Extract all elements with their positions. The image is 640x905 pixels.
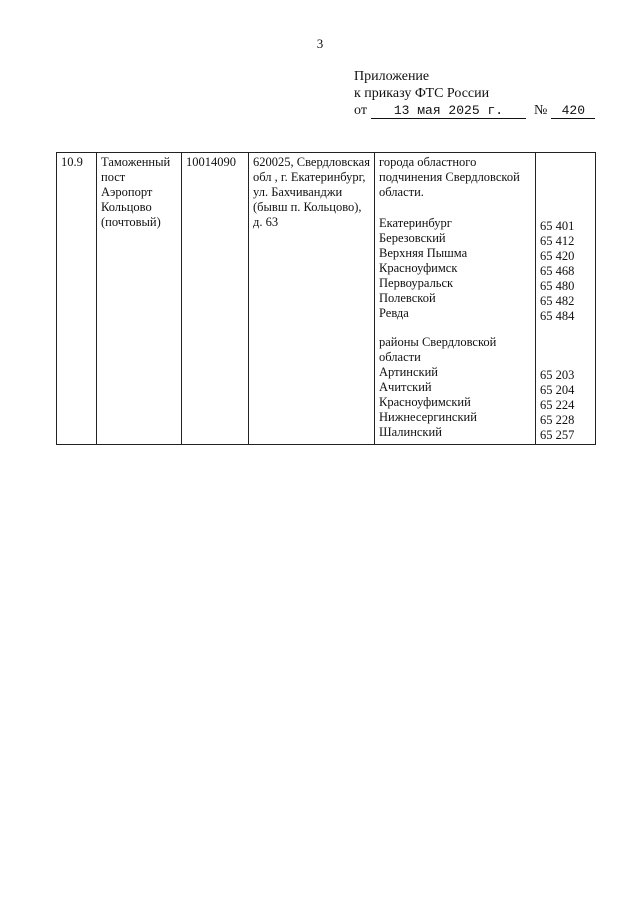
city-code: 65 482	[540, 293, 575, 308]
row-index: 10.9	[57, 153, 97, 445]
district-code: 65 257	[540, 427, 575, 442]
appendix-header	[354, 68, 595, 119]
district-code: 65 228	[540, 412, 575, 427]
order-date: 13 мая 2025 г.	[371, 103, 526, 119]
district-code: 65 203	[540, 367, 575, 382]
cities-heading: города областного подчинения Свердловской области.	[379, 155, 520, 199]
city-code: 65 412	[540, 233, 575, 248]
appendix-order-line: к приказу ФТС России	[354, 86, 490, 101]
date-prefix: от	[354, 103, 367, 118]
customs-post-table	[56, 152, 596, 445]
district-name: Красноуфимский	[379, 395, 471, 409]
city-code: 65 480	[540, 278, 575, 293]
number-label: №	[533, 103, 548, 118]
district-code: 65 204	[540, 382, 575, 397]
post-address: 620025, Свердловская обл , г. Екатеринбург, ул. Бахчиванджи (бывш п. Кольцово), д. 63	[249, 153, 375, 445]
city-name: Березовский	[379, 231, 446, 245]
district-name: Шалинский	[379, 425, 442, 439]
appendix-date-line	[354, 102, 595, 119]
city-code: 65 468	[540, 263, 575, 278]
district-code: 65 224	[540, 397, 575, 412]
district-name: Нижнесергинский	[379, 410, 477, 424]
city-name: Полевской	[379, 291, 436, 305]
post-name: Таможенный пост Аэропорт Кольцово (почтовый)	[97, 153, 182, 445]
city-name: Верхняя Пышма	[379, 246, 468, 260]
district-name: Ачитский	[379, 380, 432, 394]
order-number: 420	[551, 103, 595, 119]
district-name: Артинский	[379, 365, 438, 379]
city-name: Ревда	[379, 306, 409, 320]
city-code: 65 401	[540, 218, 575, 233]
city-code: 65 420	[540, 248, 575, 263]
territory-names-cell	[375, 153, 536, 445]
city-name: Екатеринбург	[379, 216, 452, 230]
territory-codes-cell	[536, 153, 596, 445]
post-code: 10014090	[182, 153, 249, 445]
city-code: 65 484	[540, 308, 575, 323]
appendix-title: Приложение	[354, 69, 430, 84]
districts-heading: районы Свердловской области	[379, 335, 497, 364]
city-name: Первоуральск	[379, 276, 454, 290]
table-row	[57, 153, 596, 445]
page-number: 3	[316, 36, 324, 51]
city-name: Красноуфимск	[379, 261, 458, 275]
